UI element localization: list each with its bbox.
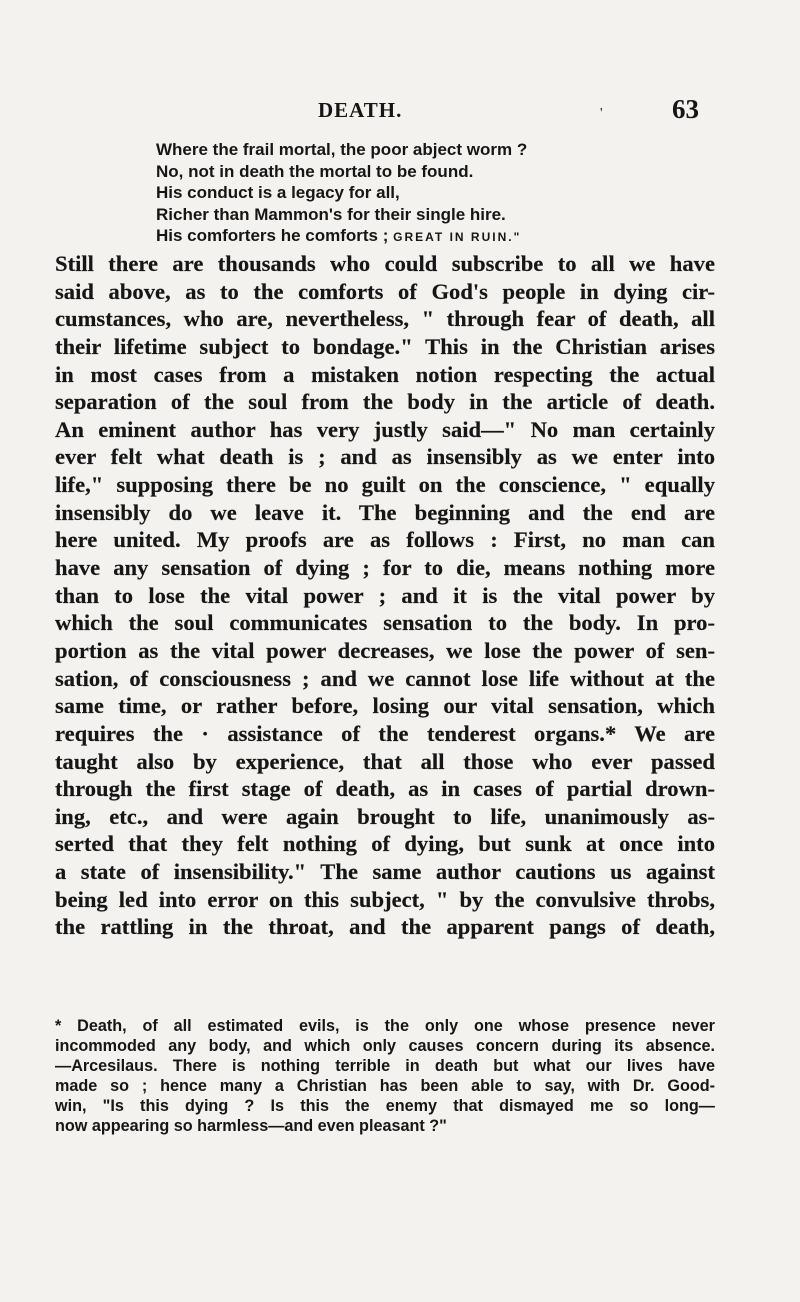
poem-line: No, not in death the mortal to be found.	[156, 161, 474, 181]
text-line: serted that they felt nothing of dying, but sunk at once into	[55, 831, 715, 857]
text-line: the rattling in the throat, and the apparent pangs of death,	[55, 914, 715, 940]
footnote	[55, 1016, 715, 1136]
text-line: same time, or rather before, losing our vital sensation, which	[55, 693, 715, 719]
text-line: here united. My proofs are as follows : First, no man can	[55, 527, 715, 553]
footnote-line: win, "Is this dying ? Is this the enemy that dismayed me so long—	[55, 1097, 715, 1115]
footnote-line: made so ; hence many a Christian has been able to say, with Dr. Good-	[55, 1077, 715, 1095]
tick-mark: '	[600, 106, 603, 121]
text-line: portion as the vital power decreases, we lose the power of sen-	[55, 637, 715, 663]
poem-line: Where the frail mortal, the poor abject worm ?	[156, 140, 528, 159]
poem-line: His conduct is a legacy for all,	[156, 183, 400, 203]
text-line: said above, as to the comforts of God's people in dying cir-	[55, 278, 715, 304]
footnote-line: * Death, of all estimated evils, is the only one whose presence never	[55, 1017, 715, 1035]
running-title: DEATH.	[318, 98, 403, 122]
text-line: in most cases from a mistaken notion respecting the actual	[55, 361, 715, 387]
text-line: have any sensation of dying ; for to die, means nothing more	[55, 555, 715, 581]
text-line: An eminent author has very justly said—" No man certainly	[55, 416, 715, 442]
text-line: cumstances, who are, nevertheless, " through fear of death, all	[55, 306, 715, 332]
text-line: being led into error on this subject, " by the convulsive throbs,	[55, 886, 715, 912]
text-line: life," supposing there be no guilt on the conscience, " equally	[55, 472, 715, 498]
text-line: sation, of consciousness ; and we cannot lose life without at the	[55, 665, 715, 691]
text-line: ever felt what death is ; and as insensibly as we enter into	[55, 444, 715, 470]
footnote-line: —Arcesilaus. There is nothing terrible in death but what our lives have	[55, 1057, 715, 1075]
text-line: insensibly do we leave it. The beginning and the end are	[55, 499, 715, 525]
text-line: separation of the soul from the body in the article of death.	[55, 389, 715, 415]
text-line: through the first stage of death, as in cases of partial drown-	[55, 776, 715, 802]
text-line: than to lose the vital power ; and it is the vital power by	[55, 582, 715, 608]
text-line: ing, etc., and were again brought to life, unanimously as-	[55, 803, 715, 829]
body-paragraph	[55, 250, 715, 941]
poem-quotation	[156, 139, 716, 249]
poem-line-text: His comforters he comforts ;	[156, 226, 389, 246]
text-line: taught also by experience, that all those who ever passed	[55, 748, 715, 774]
text-line: Still there are thousands who could subscribe to all we have	[55, 251, 715, 276]
page-header	[0, 94, 800, 132]
text-line: which the soul communicates sensation to the body. In pro-	[55, 610, 715, 636]
footnote-line: now appearing so harmless—and even pleasant ?"	[55, 1117, 447, 1135]
poem-line: Richer than Mammon's for their single hire.	[156, 204, 506, 224]
text-line: their lifetime subject to bondage." This in the Christian arises	[55, 333, 715, 359]
text-line: a state of insensibility." The same author cautions us against	[55, 859, 715, 885]
footnote-line: incommoded any body, and which only causes concern during its absence.	[55, 1037, 715, 1055]
poem-small-caps: GREAT IN RUIN."	[393, 230, 522, 245]
text-line: requires the · assistance of the tenderest organs.* We are	[55, 720, 715, 746]
page-number: 63	[672, 94, 699, 124]
poem-line	[156, 225, 716, 249]
